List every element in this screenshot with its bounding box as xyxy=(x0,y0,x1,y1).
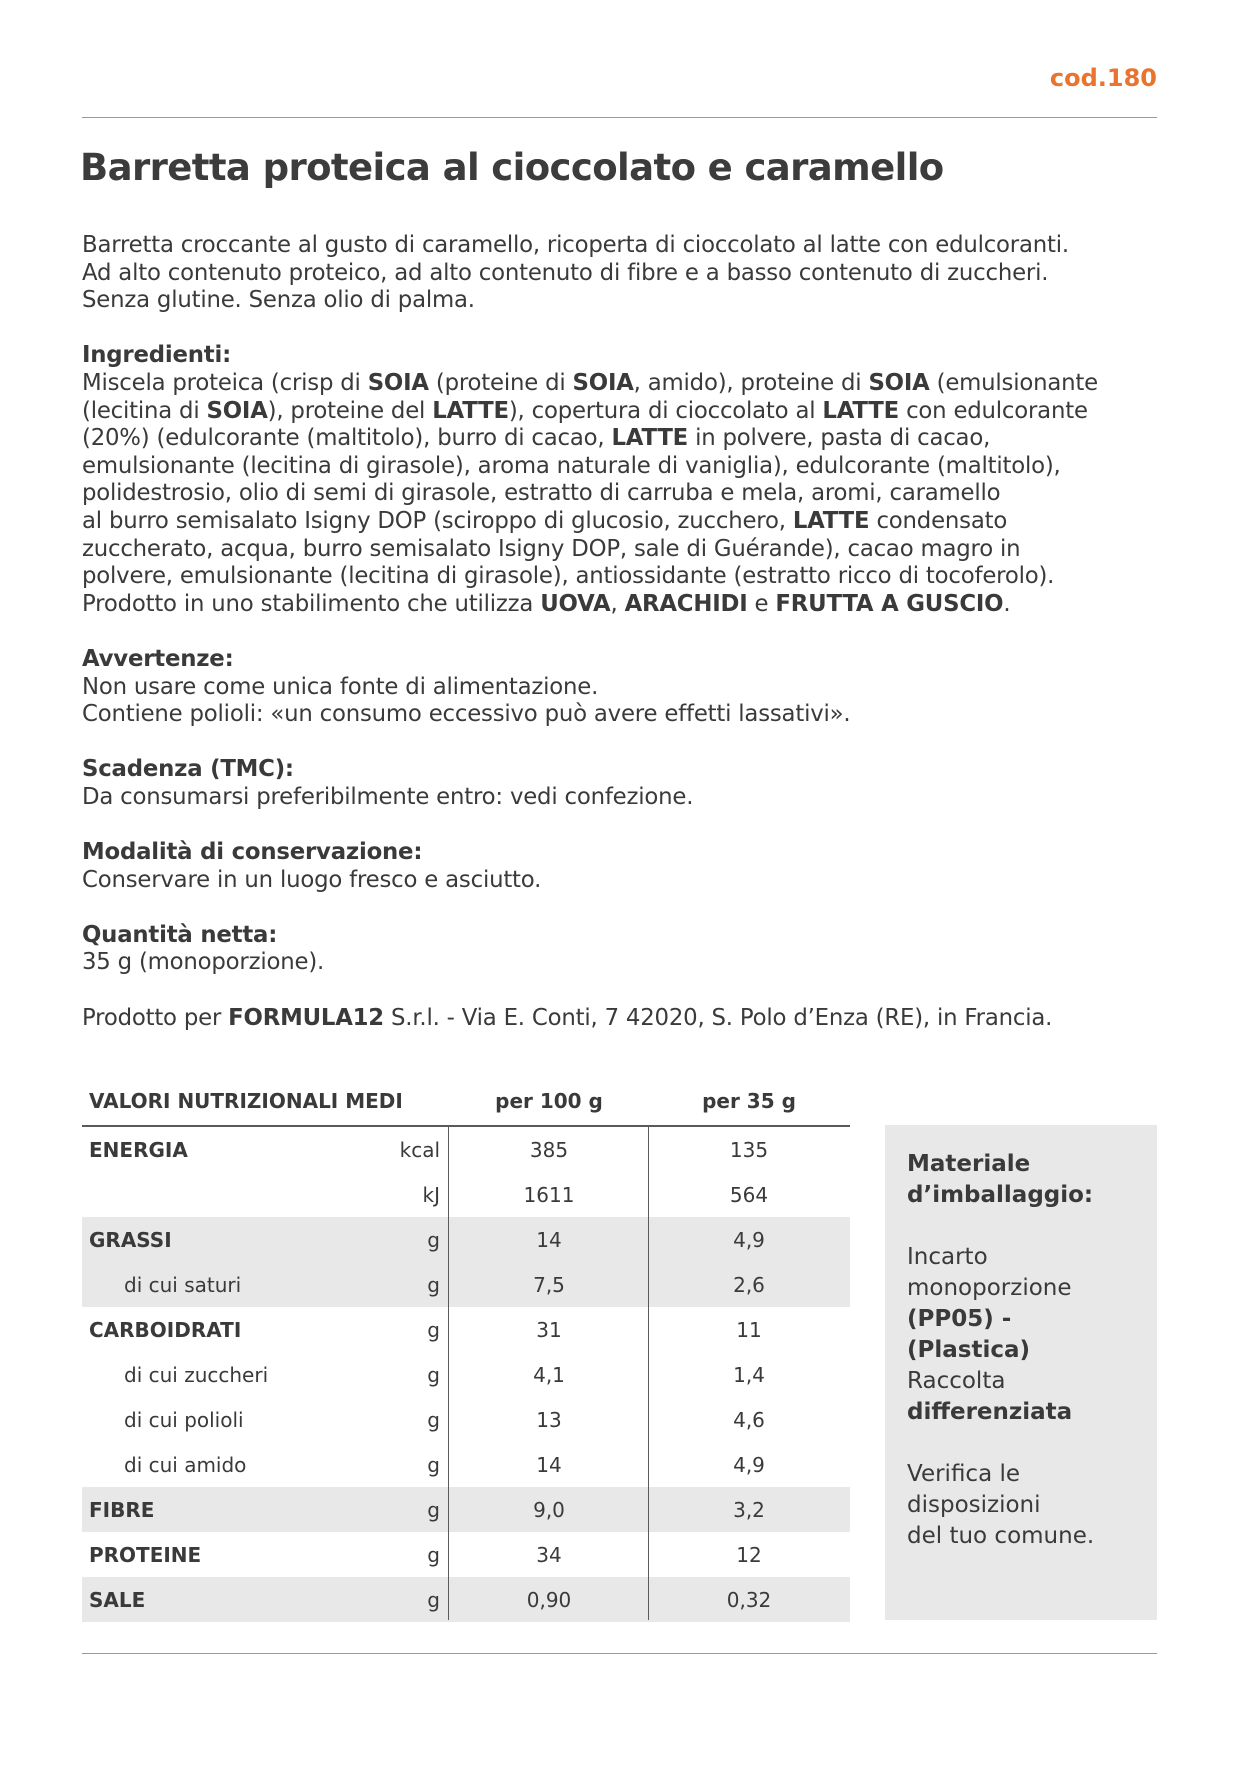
packaging-line: monoporzione xyxy=(907,1275,1072,1301)
nutrient-name: CARBOIDRATI xyxy=(89,1318,242,1342)
value-per-35g: 1,4 xyxy=(733,1363,765,1387)
description-line: Barretta croccante al gusto di caramello, ricoperta di cioccolato al latte con edulcoranti. xyxy=(82,232,1069,258)
description-block xyxy=(82,232,1172,315)
ingredients-segment: , xyxy=(610,590,625,617)
value-per-35g: 4,9 xyxy=(733,1228,765,1252)
packaging-line: Incarto xyxy=(907,1244,988,1270)
header-per-100g: per 100 g xyxy=(495,1089,603,1113)
nutrition-row xyxy=(82,1262,850,1307)
net-quantity-text: 35 g (monoporzione). xyxy=(82,949,325,976)
nutrient-name: di cui saturi xyxy=(124,1273,242,1297)
value-per-35g: 135 xyxy=(729,1138,769,1162)
nutrition-row xyxy=(82,1442,850,1487)
ingredients-segment: . xyxy=(1003,590,1011,617)
nutrition-row xyxy=(82,1532,850,1577)
value-per-35g: 0,32 xyxy=(726,1588,772,1612)
storage-text: Conservare in un luogo fresco e asciutto. xyxy=(82,866,542,893)
nutrient-name: FIBRE xyxy=(89,1498,155,1522)
value-per-100g: 4,1 xyxy=(533,1363,565,1387)
allergen: UOVA xyxy=(540,590,611,617)
nutrient-name: ENERGIA xyxy=(89,1138,188,1162)
ingredients-segment: ), proteine del xyxy=(267,397,433,424)
value-per-100g: 385 xyxy=(529,1138,569,1162)
producer-prefix: Prodotto per xyxy=(82,1004,229,1031)
product-title: Barretta proteica al cioccolato e caramello xyxy=(80,146,944,189)
nutrient-unit: g xyxy=(427,1453,440,1477)
nutrient-unit: kJ xyxy=(422,1183,440,1207)
ingredients-segment: al burro semisalato Isigny DOP (sciroppo di glucosio, zucchero, xyxy=(82,507,793,534)
nutrition-rows xyxy=(82,1127,850,1622)
value-per-100g: 34 xyxy=(536,1543,562,1567)
value-per-100g: 9,0 xyxy=(533,1498,565,1522)
value-per-35g: 4,9 xyxy=(733,1453,765,1477)
value-per-35g: 564 xyxy=(729,1183,769,1207)
nutrient-unit: g xyxy=(427,1363,440,1387)
expiry-text: Da consumarsi preferibilmente entro: vedi confezione. xyxy=(82,783,694,810)
allergen: LATTE xyxy=(611,425,689,452)
allergen: ARACHIDI xyxy=(624,590,748,617)
packaging-line: del tuo comune. xyxy=(907,1523,1095,1549)
packaging-collection: differenziata xyxy=(907,1399,1073,1425)
column-divider xyxy=(448,1125,449,1620)
nutrition-row xyxy=(82,1217,850,1262)
nutrient-unit: g xyxy=(427,1273,440,1297)
ingredients-line xyxy=(82,591,1172,619)
nutrition-row xyxy=(82,1487,850,1532)
nutrient-name: di cui amido xyxy=(124,1453,247,1477)
ingredients-segment: polvere, emulsionante (lecitina di girasole), antiossidante (estratto ricco di tocoferolo). xyxy=(82,563,1055,590)
value-per-35g: 2,6 xyxy=(733,1273,765,1297)
packaging-line: disposizioni xyxy=(907,1492,1041,1518)
ingredients-segment: ), copertura di cioccolato al xyxy=(508,397,823,424)
nutrition-table xyxy=(82,1083,850,1622)
ingredients-line xyxy=(82,508,1172,536)
expiry-block xyxy=(82,756,1172,811)
column-divider xyxy=(648,1125,649,1620)
ingredients-segment: emulsionante (lecitina di girasole), aroma naturale di vaniglia), edulcorante (maltitolo), xyxy=(82,452,1061,479)
nutrient-unit: kcal xyxy=(399,1138,440,1162)
nutrient-unit: g xyxy=(427,1588,440,1612)
producer-line xyxy=(82,1005,1172,1033)
value-per-100g: 0,90 xyxy=(526,1588,572,1612)
warnings-heading: Avvertenze: xyxy=(82,645,234,672)
packaging-box xyxy=(885,1125,1157,1620)
ingredients-segment: Miscela proteica (crisp di xyxy=(82,369,368,396)
nutrient-unit: g xyxy=(427,1408,440,1432)
ingredients-segment: con edulcorante xyxy=(899,397,1088,424)
ingredients-segment: e xyxy=(747,590,776,617)
value-per-35g: 12 xyxy=(736,1543,762,1567)
ingredients-segment: (proteine di xyxy=(428,369,573,396)
ingredients-line xyxy=(82,453,1172,481)
nutrition-title: VALORI NUTRIZIONALI MEDI xyxy=(89,1089,403,1113)
warning-line: Contiene polioli: «un consumo eccessivo può avere effetti lassativi». xyxy=(82,701,851,728)
value-per-100g: 1611 xyxy=(523,1183,575,1207)
net-quantity-heading: Quantità netta: xyxy=(82,921,278,948)
description-line: Ad alto contenuto proteico, ad alto contenuto di fibre e a basso contenuto di zuccheri. xyxy=(82,259,1049,286)
bottom-divider xyxy=(82,1653,1157,1654)
nutrient-unit: g xyxy=(427,1543,440,1567)
allergen: SOIA xyxy=(572,369,634,396)
ingredients-segment: zuccherato, acqua, burro semisalato Isigny DOP, sale di Guérande), cacao magro in xyxy=(82,535,1021,562)
ingredients-segment: Prodotto in uno stabilimento che utilizza xyxy=(82,590,541,617)
nutrient-unit: g xyxy=(427,1498,440,1522)
top-divider xyxy=(82,117,1157,118)
value-per-100g: 7,5 xyxy=(533,1273,565,1297)
ingredients-line xyxy=(82,480,1172,508)
allergen: FRUTTA A GUSCIO xyxy=(775,590,1004,617)
ingredients-segment: (emulsionante xyxy=(929,369,1098,396)
ingredients-line xyxy=(82,398,1172,426)
allergen: SOIA xyxy=(868,369,930,396)
ingredients-segment: condensato xyxy=(869,507,1008,534)
nutrient-name: PROTEINE xyxy=(89,1543,202,1567)
nutrition-header xyxy=(82,1083,850,1127)
product-info xyxy=(82,232,1172,1032)
value-per-100g: 14 xyxy=(536,1228,562,1252)
value-per-100g: 31 xyxy=(536,1318,562,1342)
nutrition-row xyxy=(82,1127,850,1172)
ingredients-segment: , amido), proteine di xyxy=(633,369,869,396)
value-per-35g: 11 xyxy=(736,1318,762,1342)
product-code: cod.180 xyxy=(1049,64,1157,92)
allergen: LATTE xyxy=(822,397,900,424)
ingredients-heading: Ingredienti: xyxy=(82,342,231,369)
ingredients-segment: (20%) (edulcorante (maltitolo), burro di cacao, xyxy=(82,425,612,452)
ingredients-line xyxy=(82,425,1172,453)
value-per-35g: 4,6 xyxy=(733,1408,765,1432)
allergen: SOIA xyxy=(367,369,429,396)
ingredients-segment: (lecitina di xyxy=(82,397,207,424)
packaging-heading: Materiale xyxy=(907,1151,1031,1177)
description-line: Senza glutine. Senza olio di palma. xyxy=(82,287,475,314)
allergen: LATTE xyxy=(792,507,870,534)
ingredients-text xyxy=(82,370,1172,618)
nutrition-row xyxy=(82,1577,850,1622)
ingredients-block xyxy=(82,342,1172,618)
allergen: LATTE xyxy=(432,397,509,424)
nutrient-unit: g xyxy=(427,1228,440,1252)
storage-block xyxy=(82,839,1172,894)
nutrient-name: di cui zuccheri xyxy=(124,1363,269,1387)
nutrient-name: GRASSI xyxy=(89,1228,172,1252)
nutrition-row xyxy=(82,1352,850,1397)
packaging-material: (PP05) - (Plastica) xyxy=(907,1306,1031,1363)
packaging-line: Raccolta xyxy=(907,1368,1006,1394)
ingredients-segment: polidestrosio, olio di semi di girasole, estratto di carruba e mela, aromi, caramello xyxy=(82,480,1001,507)
packaging-line: Verifica le xyxy=(907,1461,1021,1487)
allergen: SOIA xyxy=(206,397,268,424)
header-per-35g: per 35 g xyxy=(702,1089,796,1113)
nutrition-row xyxy=(82,1307,850,1352)
producer-address: S.r.l. - Via E. Conti, 7 42020, S. Polo d’Enza (RE), in Francia. xyxy=(383,1004,1053,1031)
value-per-35g: 3,2 xyxy=(733,1498,765,1522)
nutrition-row xyxy=(82,1397,850,1442)
warnings-block xyxy=(82,646,1172,729)
nutrient-name: SALE xyxy=(89,1588,146,1612)
nutrition-row xyxy=(82,1172,850,1217)
ingredients-segment: in polvere, pasta di cacao, xyxy=(688,425,991,452)
value-per-100g: 14 xyxy=(536,1453,562,1477)
producer-brand: FORMULA12 xyxy=(228,1004,384,1031)
nutrient-unit: g xyxy=(427,1318,440,1342)
expiry-heading: Scadenza (TMC): xyxy=(82,756,294,783)
nutrient-name: di cui polioli xyxy=(124,1408,244,1432)
ingredients-line xyxy=(82,370,1172,398)
ingredients-line xyxy=(82,563,1172,591)
ingredients-line xyxy=(82,536,1172,564)
net-quantity-block xyxy=(82,922,1172,977)
packaging-heading: d’imballaggio: xyxy=(907,1182,1094,1208)
value-per-100g: 13 xyxy=(536,1408,562,1432)
warning-line: Non usare come unica fonte di alimentazione. xyxy=(82,673,599,700)
storage-heading: Modalità di conservazione: xyxy=(82,839,423,866)
